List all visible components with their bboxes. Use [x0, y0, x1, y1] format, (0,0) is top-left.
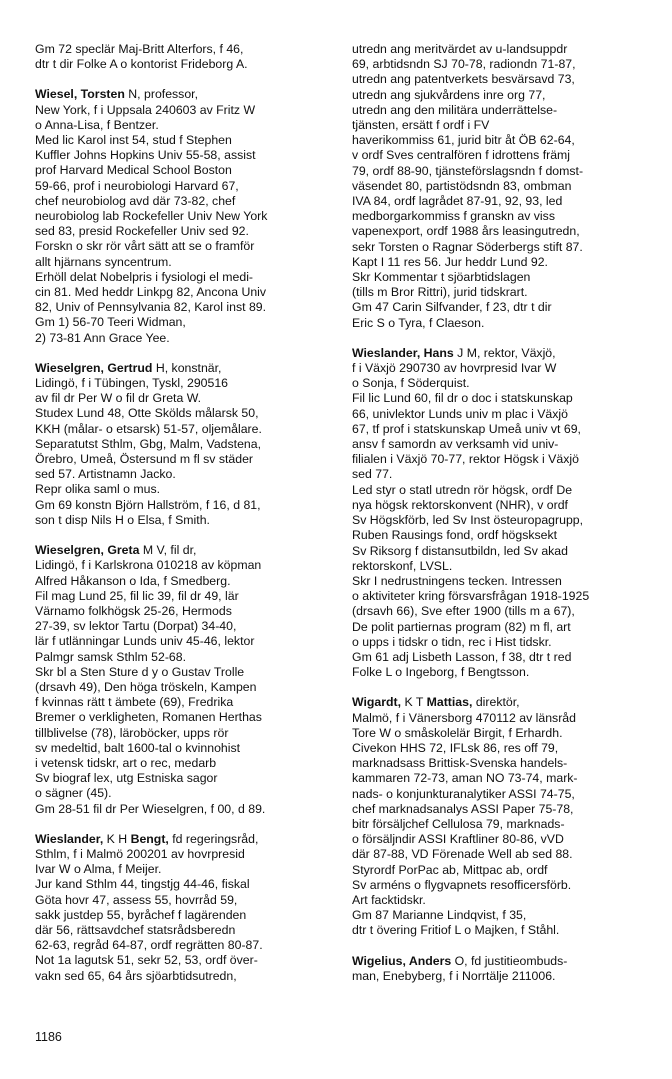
text-line [35, 103, 335, 118]
text-line [352, 726, 652, 741]
line-text: dtr t övering Fritiof L o Majken, f Ståhl. [352, 923, 560, 938]
line-text: Sv biograf lex, utg Estniska sagor [35, 771, 218, 786]
biography-entry [35, 361, 335, 528]
line-text: 2) 73-81 Ann Grace Yee. [35, 330, 170, 345]
line-text: IVA 84, ordf lagrådet 87-91, 92, 93, led [352, 194, 563, 209]
text-line [352, 832, 652, 847]
text-line [35, 558, 335, 573]
line-text: Jur kand Sthlm 44, tingstjg 44-46, fiskal [35, 877, 250, 892]
entry-headword: Wigardt, [352, 695, 402, 710]
line-text: lär f utlänningar Lunds univ 45-46, lektor [35, 634, 255, 649]
line-text: chef neurobiolog avd där 73-82, chef [35, 193, 236, 208]
text-line [352, 863, 652, 878]
line-text: Skr bl a Sten Sture d y o Gustav Trolle [35, 664, 245, 679]
text-line [35, 969, 335, 984]
entry-headword: Wieselgren, Gertrud [35, 360, 153, 375]
text-line [35, 589, 335, 604]
text-line [352, 346, 652, 361]
left-column [35, 42, 335, 999]
text-line [35, 650, 335, 665]
entry-headword: Wieslander, Hans [352, 345, 454, 360]
text-line [352, 285, 652, 300]
text-line [35, 756, 335, 771]
line-text: Lidingö, f i Tübingen, Tyskl, 290516 [35, 376, 229, 391]
text-line [352, 513, 652, 528]
text-line [35, 695, 335, 710]
line-text: o försäljndir ASSI Kraftliner 80-86, vVD [352, 832, 564, 847]
text-line [352, 620, 652, 635]
line-text: Gm 28-51 fil dr Per Wieselgren, f 00, d 89. [35, 801, 266, 816]
line-text: utredn ang patentverkets besvärsavd 73, [352, 72, 575, 87]
line-text: tillblivelse (78), läroböcker, upps rör [35, 725, 229, 740]
line-text: M V, fil dr, [139, 543, 197, 558]
text-line [35, 467, 335, 482]
line-text: O, fd justitieombuds- [451, 953, 568, 968]
line-text: De polit partiernas program (82) m fl, art [352, 619, 571, 634]
text-line [352, 847, 652, 862]
right-column [352, 42, 652, 999]
text-line [352, 802, 652, 817]
line-text: utredn ang den militära underrättelse- [352, 102, 558, 117]
text-line [35, 361, 335, 376]
text-line [35, 665, 335, 680]
line-text: Skr Kommentar t sjöarbtidslagen [352, 270, 531, 285]
line-text: tjänsten, ersätt f ordf i FV [352, 118, 490, 133]
text-line [352, 756, 652, 771]
line-text: v ordf Sves centralfören f idrottens främj [352, 148, 571, 163]
text-line [35, 680, 335, 695]
line-text: f kvinnas rätt t ämbete (69), Fredrika [35, 695, 234, 710]
line-text: vakn sed 65, 64 års sjöarbtidsutredn, [35, 968, 237, 983]
text-line [35, 255, 335, 270]
text-line [352, 544, 652, 559]
text-line [352, 118, 652, 133]
line-text: filialen i Växjö 70-77, rektor Högsk i Växjö [352, 452, 579, 467]
line-text: nya högsk rektorskonvent (NHR), v ordf [352, 497, 568, 512]
line-text: H, konstnär, [152, 360, 222, 375]
line-text: Värnamo folkhögsk 25-26, Hermods [35, 603, 232, 618]
text-line [352, 589, 652, 604]
text-line [352, 240, 652, 255]
text-line [352, 133, 652, 148]
text-line [352, 528, 652, 543]
line-text: Styrordf PorPac ab, Mittpac ab, ordf [352, 862, 548, 877]
line-text: Med lic Karol inst 54, stud f Stephen [35, 133, 232, 148]
line-text: o Sonja, f Söderquist. [352, 376, 470, 391]
line-text: Gm 69 konstn Björn Hallström, f 16, d 81, [35, 497, 261, 512]
text-line [35, 634, 335, 649]
text-line [352, 148, 652, 163]
line-text: 59-66, prof i neurobiologi Harvard 67, [35, 178, 239, 193]
line-text: Eric S o Tyra, f Claeson. [352, 315, 485, 330]
line-text: o aktiviteter kring försvarsfrågan 1918-1925 [352, 589, 590, 604]
line-text: Repr olika saml o mus. [35, 482, 161, 497]
line-text: o Anna-Lisa, f Bentzer. [35, 117, 159, 132]
line-text: Separatutst Sthlm, Gbg, Malm, Vadstena, [35, 436, 262, 451]
line-text: 66, univlektor Lunds univ m plac i Växjö [352, 406, 568, 421]
text-line [35, 315, 335, 330]
text-line [352, 209, 652, 224]
line-text: allt hjärnans syncentrum. [35, 254, 172, 269]
line-text: 27-39, sv lektor Tartu (Dorpat) 34-40, [35, 619, 237, 634]
text-line [35, 498, 335, 513]
line-text: Fil lic Lund 60, fil dr o doc i statskunskap [352, 391, 573, 406]
line-text: där 56, rättsavdchef statsrådsberedn [35, 922, 236, 937]
line-text: Gm 47 Carin Silfvander, f 23, dtr t dir [352, 300, 552, 315]
line-text: utredn ang meritvärdet av u-landsuppdr [352, 42, 568, 56]
entry-headword: Wiesel, Torsten [35, 87, 125, 102]
text-line [352, 771, 652, 786]
text-line [35, 224, 335, 239]
line-text: väsendet 80, partistödsndn 83, ombman [352, 178, 572, 193]
line-text: Ruben Rausings fond, ordf högsksekt [352, 528, 558, 543]
text-line [352, 270, 652, 285]
line-text: Studex Lund 48, Otte Skölds målarsk 50, [35, 406, 259, 421]
text-line [352, 741, 652, 756]
text-line [35, 285, 335, 300]
text-line [35, 452, 335, 467]
line-text: haverikommiss 61, jurid bitr åt ÖB 62-64, [352, 133, 575, 148]
text-line [35, 923, 335, 938]
line-text: Örebro, Umeå, Östersund m fl sv städer [35, 452, 253, 467]
line-text: Sv arméns o flygvapnets resofficersförb. [352, 877, 572, 892]
line-text: 62-63, regråd 64-87, ordf regrätten 80-87. [35, 938, 263, 953]
text-line [352, 57, 652, 72]
text-line [35, 482, 335, 497]
line-text: där 87-88, VD Förenade Well ab sed 88. [352, 847, 573, 862]
text-line [352, 224, 652, 239]
text-line [352, 72, 652, 87]
line-text: K T [401, 695, 427, 710]
line-text: neurobiolog lab Rockefeller Univ New York [35, 209, 268, 224]
text-line [35, 908, 335, 923]
line-text: ansv f samordn av verksamh vid univ- [352, 437, 559, 452]
text-line [352, 316, 652, 331]
biography-entry [35, 543, 335, 817]
line-text: Alfred Håkanson o Ida, f Smedberg. [35, 573, 231, 588]
text-line [35, 391, 335, 406]
line-text: Fil mag Lund 25, fil lic 39, fil dr 49, lär [35, 588, 239, 603]
biography-entry [35, 87, 335, 345]
text-line [352, 164, 652, 179]
line-text: 82, Univ of Pennsylvania 82, Karol inst 89. [35, 300, 267, 315]
text-line [352, 483, 652, 498]
text-line [35, 938, 335, 953]
biography-entry [352, 954, 652, 984]
line-text: (tills m Bror Rittri), jurid tidskrart. [352, 285, 528, 300]
text-line [352, 391, 652, 406]
text-line [35, 574, 335, 589]
text-line [352, 361, 652, 376]
text-line [352, 559, 652, 574]
line-text: f i Växjö 290730 av hovrpresid Ivar W [352, 361, 557, 376]
text-line [35, 877, 335, 892]
line-text: Not 1a lagutsk 51, sekr 52, 53, ordf över- [35, 953, 258, 968]
line-text: (drsavh 49), Den höga tröskeln, Kampen [35, 679, 257, 694]
biography-entry [35, 832, 335, 984]
text-line [352, 88, 652, 103]
line-text: kammaren 72-73, aman NO 73-74, mark- [352, 771, 578, 786]
text-line [35, 710, 335, 725]
entry-given-name: Bengt, [130, 831, 169, 846]
line-text: utredn ang sjukvårdens inre org 77, [352, 87, 546, 102]
line-text: sekr Torsten o Ragnar Söderbergs stift 87. [352, 239, 583, 254]
text-line [352, 711, 652, 726]
text-line [35, 437, 335, 452]
line-text: direktör, [472, 695, 520, 710]
text-line [35, 42, 335, 57]
line-text: Folke L o Ingeborg, f Bengtsson. [352, 665, 530, 680]
text-line [352, 42, 652, 57]
line-text: nads- o konjunkturanalytiker ASSI 74-75, [352, 786, 575, 801]
line-text: Tore W o småskolelär Birgit, f Erhardh. [352, 725, 563, 740]
line-text: Erhöll delat Nobelpris i fysiologi el medi- [35, 269, 254, 284]
text-line [352, 878, 652, 893]
page-number: 1186 [35, 1030, 62, 1044]
line-text: Sv Riksorg f distansutbildn, led Sv akad [352, 543, 568, 558]
biography-entry [352, 42, 652, 331]
line-text: N, professor, [124, 87, 199, 102]
text-line [352, 787, 652, 802]
text-line [35, 513, 335, 528]
text-line [35, 802, 335, 817]
text-line [35, 786, 335, 801]
line-text: prof Harvard Medical School Boston [35, 163, 232, 178]
text-line [35, 331, 335, 346]
line-text: sed 83, presid Rockefeller Univ sed 92. [35, 224, 249, 239]
entry-headword: Wigelius, Anders [352, 953, 452, 968]
text-line [35, 376, 335, 391]
text-line [35, 148, 335, 163]
line-text: Palmgr samsk Sthlm 52-68. [35, 649, 187, 664]
text-line [352, 452, 652, 467]
line-text: marknadsass Brittisk-Svenska handels- [352, 756, 568, 771]
line-text: Gm 1) 56-70 Teeri Widman, [35, 315, 186, 330]
text-line [352, 817, 652, 832]
text-line [35, 543, 335, 558]
text-line [35, 619, 335, 634]
line-text: dtr t dir Folke A o kontorist Frideborg A. [35, 57, 248, 72]
biography-entry [352, 695, 652, 938]
text-line [35, 862, 335, 877]
line-text: Bremer o verkligheten, Romanen Herthas [35, 710, 262, 725]
line-text: Gm 87 Marianne Lindqvist, f 35, [352, 908, 527, 923]
text-line [352, 103, 652, 118]
line-text: J M, rektor, Växjö, [453, 345, 556, 360]
text-line [352, 695, 652, 710]
text-line [352, 604, 652, 619]
text-line [35, 87, 335, 102]
entry-headword: Wieselgren, Greta [35, 543, 140, 558]
line-text: vapenexport, ordf 1988 års leasingutredn, [352, 224, 580, 239]
line-text: Skr I nedrustningens tecken. Intressen [352, 573, 562, 588]
line-text: Forskn o skr rör vårt sätt att se o framför [35, 239, 255, 254]
line-text: Sv Högskförb, led Sv Inst östeuropagrupp, [352, 513, 584, 528]
line-text: (drsavh 66), Sve efter 1900 (tills m a 67), [352, 604, 575, 619]
text-line [352, 437, 652, 452]
line-text: cin 81. Med heddr Linkpg 82, Ancona Univ [35, 285, 267, 300]
text-line [352, 969, 652, 984]
text-line [35, 300, 335, 315]
text-line [352, 574, 652, 589]
line-text: Sthlm, f i Malmö 200201 av hovrpresid [35, 846, 245, 861]
entry-given-name: Mattias, [426, 695, 473, 710]
text-line [352, 908, 652, 923]
line-text: K H [103, 831, 131, 846]
line-text: 67, tf prof i statskunskap Umeå univ vt 69, [352, 421, 581, 436]
line-text: 79, ordf 88-90, tjänsteförslagsndn f domst- [352, 163, 584, 178]
line-text: KKH (målar- o etsarsk) 51-57, oljemålare. [35, 421, 262, 436]
text-line [352, 300, 652, 315]
text-line [35, 726, 335, 741]
text-line [35, 893, 335, 908]
line-text: sv medeltid, balt 1600-tal o kvinnohist [35, 740, 241, 755]
text-line [35, 194, 335, 209]
line-text: i vetensk tidskr, art o rec, medarb [35, 755, 217, 770]
line-text: chef marknadsanalys ASSI Paper 75-78, [352, 801, 574, 816]
line-text: Kuffler Johns Hopkins Univ 55-58, assist [35, 148, 256, 163]
line-text: man, Enebyberg, f i Norrtälje 211006. [352, 968, 556, 983]
text-line [352, 635, 652, 650]
text-line [35, 209, 335, 224]
biography-entry [35, 42, 335, 72]
line-text: son t disp Nils H o Elsa, f Smith. [35, 512, 210, 527]
text-line [352, 407, 652, 422]
line-text: Led styr o statl utredn rör högsk, ordf De [352, 482, 573, 497]
line-text: o upps i tidskr o tidn, rec i Hist tidskr. [352, 634, 552, 649]
text-line [35, 832, 335, 847]
text-line [35, 741, 335, 756]
line-text: 69, arbtidsndn SJ 70-78, radiondn 71-87, [352, 57, 576, 72]
text-line [352, 893, 652, 908]
line-text: Lidingö, f i Karlskrona 010218 av köpman [35, 558, 262, 573]
text-line [352, 665, 652, 680]
text-line [35, 406, 335, 421]
text-line [352, 498, 652, 513]
text-line [35, 239, 335, 254]
text-line [352, 422, 652, 437]
text-line [35, 133, 335, 148]
text-line [35, 57, 335, 72]
text-line [352, 376, 652, 391]
text-line [352, 467, 652, 482]
line-text: fd regeringsråd, [168, 831, 259, 846]
line-text: o sägner (45). [35, 786, 112, 801]
line-text: Göta hovr 47, assess 55, hovrråd 59, [35, 892, 238, 907]
line-text: Gm 72 speclär Maj-Britt Alterfors, f 46, [35, 42, 244, 56]
text-line [35, 270, 335, 285]
line-text: bitr försäljchef Cellulosa 79, marknads- [352, 816, 565, 831]
line-text: av fil dr Per W o fil dr Greta W. [35, 391, 202, 406]
text-line [352, 923, 652, 938]
line-text: sakk justdep 55, byråchef f lagärenden [35, 907, 247, 922]
text-line [35, 847, 335, 862]
text-line [35, 604, 335, 619]
text-line [35, 179, 335, 194]
line-text: Kapt I 11 res 56. Jur heddr Lund 92. [352, 254, 548, 269]
text-line [352, 650, 652, 665]
line-text: medborgarkommiss f granskn av viss [352, 209, 555, 224]
line-text: Gm 61 adj Lisbeth Lasson, f 38, dtr t red [352, 649, 572, 664]
text-line [35, 422, 335, 437]
line-text: Art facktidskr. [352, 892, 426, 907]
text-line [352, 179, 652, 194]
text-line [352, 194, 652, 209]
line-text: Civekon HHS 72, IFLsk 86, res off 79, [352, 740, 559, 755]
text-line [35, 771, 335, 786]
text-line [35, 953, 335, 968]
text-line [352, 954, 652, 969]
line-text: Ivar W o Alma, f Meijer. [35, 862, 162, 877]
line-text: sed 77. [352, 467, 393, 482]
biography-entry [352, 346, 652, 680]
line-text: rektorskonf, LVSL. [352, 558, 453, 573]
entry-headword: Wieslander, [35, 831, 104, 846]
line-text: sed 57. Artistnamn Jacko. [35, 467, 176, 482]
text-line [352, 255, 652, 270]
line-text: New York, f i Uppsala 240603 av Fritz W [35, 102, 256, 117]
line-text: Malmö, f i Vänersborg 470112 av länsråd [352, 710, 576, 725]
text-line [35, 118, 335, 133]
text-line [35, 163, 335, 178]
